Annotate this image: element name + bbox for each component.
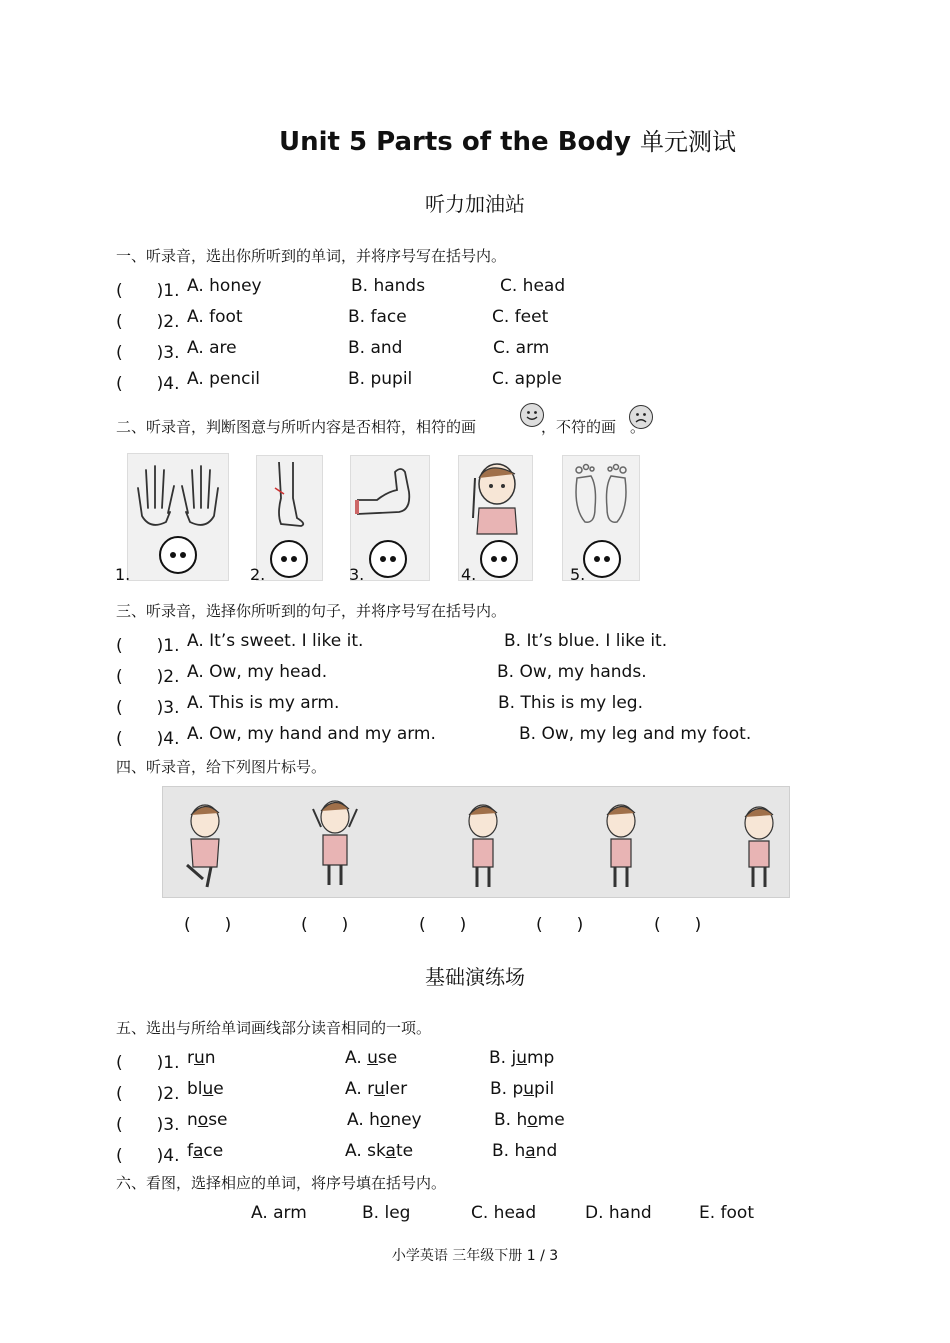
q2-label-4: 4. [461, 565, 477, 584]
q5-instruction: 五、选出与所给单词画线部分读音相同的一项。 [116, 1019, 432, 1037]
q1-option-c: C. apple [492, 369, 562, 389]
boy-figure-4 [607, 805, 635, 887]
q1-instruction: 一、听录音，选出你所听到的单词，并将序号写在括号内。 [116, 247, 507, 265]
q3-item-number: ( )4. [116, 729, 180, 749]
q1-option-c: C. head [500, 276, 566, 296]
feet-picture [562, 455, 640, 581]
title-en: Unit 5 Parts of the Body [279, 127, 631, 157]
q1-option-a: A. pencil [187, 369, 260, 389]
q1-option-c: C. feet [492, 307, 549, 327]
q1-option-b: B. hands [351, 276, 426, 296]
q5-option-b: B. pupil [490, 1079, 555, 1099]
q2-instruction-a: 二、听录音，判断图意与所听内容是否相符，相符的画 [116, 418, 477, 436]
answer-face-icon [583, 540, 621, 578]
q3-option-b: B. It’s blue. I like it. [504, 631, 668, 651]
q3-instruction: 三、听录音，选择你所听到的句子，并将序号写在括号内。 [116, 602, 507, 620]
q3-item-number: ( )3. [116, 698, 180, 718]
q1-option-b: B. face [348, 307, 407, 327]
q2-instruction-b: ，不符的画 [541, 418, 617, 436]
boy-touching-head-picture [458, 455, 533, 581]
answer-face-icon [159, 536, 197, 574]
q6-option-head: C. head [471, 1203, 537, 1223]
q5-item-number: ( )1. [116, 1053, 180, 1073]
q2-instruction-c: 。 [630, 418, 646, 436]
boy-figure-3 [469, 805, 497, 887]
q1-option-b: B. pupil [348, 369, 413, 389]
title-zh: 单元测试 [640, 128, 736, 156]
page-footer: 小学英语 三年级下册 1 / 3 [391, 1248, 559, 1264]
q1-option-a: A. foot [187, 307, 243, 327]
q3-option-a: A. This is my arm. [187, 693, 340, 713]
q5-option-a: A. use [345, 1048, 398, 1068]
q1-item-number: ( )4. [116, 374, 180, 394]
q2-label-5: 5. [570, 565, 586, 584]
q3-item-number: ( )1. [116, 636, 180, 656]
q5-option-b: B. jump [489, 1048, 555, 1068]
q6-option-foot: E. foot [699, 1203, 755, 1223]
q5-item-number: ( )2. [116, 1084, 180, 1104]
q4-blank-4[interactable]: ( ) [536, 915, 584, 935]
q6-option-hand: D. hand [585, 1203, 652, 1223]
q3-option-b: B. Ow, my leg and my foot. [519, 724, 752, 744]
q2-instruction [116, 416, 476, 437]
q3-option-a: A. Ow, my hand and my arm. [187, 724, 436, 744]
q1-option-a: A. honey [187, 276, 262, 296]
q1-item-number: ( )3. [116, 343, 180, 363]
q4-instruction: 四、听录音，给下列图片标号。 [116, 758, 327, 776]
q4-picture-strip [162, 786, 790, 898]
q4-blank-3[interactable]: ( ) [419, 915, 467, 935]
q1-option-c: C. arm [493, 338, 550, 358]
q2-label-1: 1. [115, 565, 131, 584]
q3-option-b: B. Ow, my hands. [497, 662, 647, 682]
boy-figure-1 [187, 805, 219, 887]
q4-blank-1[interactable]: ( ) [184, 915, 232, 935]
hands-picture [127, 453, 229, 581]
q5-item-number: ( )3. [116, 1115, 180, 1135]
q2-label-2: 2. [250, 565, 266, 584]
section-listening-heading: 听力加油站 [425, 192, 525, 216]
q3-option-b: B. This is my leg. [498, 693, 643, 713]
q5-word: face [187, 1141, 224, 1161]
q5-option-b: B. hand [492, 1141, 558, 1161]
q2-label-3: 3. [349, 565, 365, 584]
q4-blank-2[interactable]: ( ) [301, 915, 349, 935]
leg-picture [256, 455, 323, 581]
answer-face-icon [270, 540, 308, 578]
q1-option-a: A. are [187, 338, 237, 358]
q1-item-number: ( )2. [116, 312, 180, 332]
q5-option-b: B. home [494, 1110, 565, 1130]
q5-word: blue [187, 1079, 224, 1099]
q5-item-number: ( )4. [116, 1146, 180, 1166]
q5-word: run [187, 1048, 216, 1068]
boy-figure-5 [745, 807, 773, 887]
q5-option-a: A. honey [347, 1110, 422, 1130]
q4-blank-5[interactable]: ( ) [654, 915, 702, 935]
q6-option-leg: B. leg [362, 1203, 411, 1223]
answer-face-icon [369, 540, 407, 578]
section-basic-heading: 基础演练场 [425, 965, 525, 989]
q5-option-a: A. ruler [345, 1079, 408, 1099]
q6-instruction: 六、看图，选择相应的单词，将序号填在括号内。 [116, 1174, 447, 1192]
q3-option-a: A. Ow, my head. [187, 662, 328, 682]
q1-option-b: B. and [348, 338, 403, 358]
q1-item-number: ( )1. [116, 281, 180, 301]
boy-figure-2 [313, 801, 357, 885]
page-title [0, 122, 950, 157]
q6-option-arm: A. arm [251, 1203, 307, 1223]
q3-option-a: A. It’s sweet. I like it. [187, 631, 364, 651]
answer-face-icon [480, 540, 518, 578]
q5-option-a: A. skate [345, 1141, 414, 1161]
q5-word: nose [187, 1110, 228, 1130]
arm-picture [350, 455, 430, 581]
q3-item-number: ( )2. [116, 667, 180, 687]
